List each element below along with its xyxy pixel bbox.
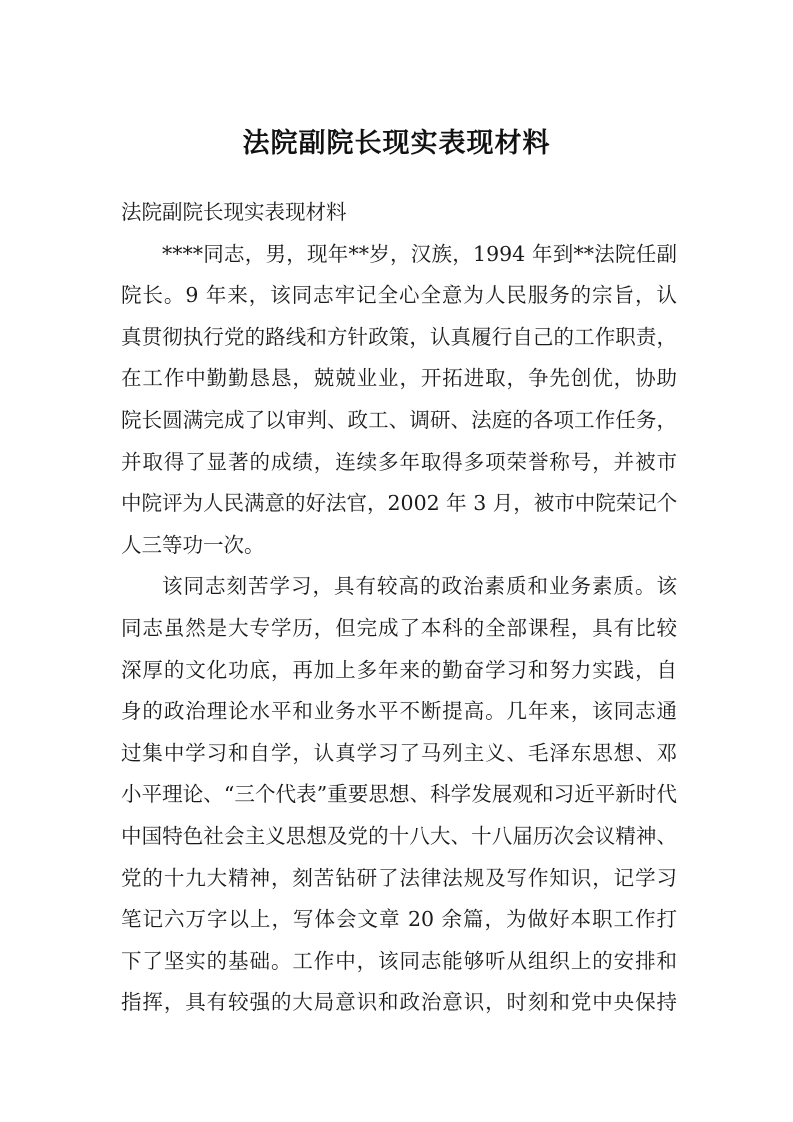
document-title: 法院副院长现实表现材料	[242, 128, 551, 159]
paragraph-line: 过集中学习和自学，认真学习了马列主义、毛泽东思想、邓	[121, 740, 677, 765]
paragraph-line: 笔记六万字以上，写体会文章 20 余篇，为做好本职工作打	[121, 907, 677, 932]
paragraph-line: 院长圆满完成了以审判、政工、调研、法庭的各项工作任务，	[121, 407, 677, 432]
paragraph-2	[121, 566, 677, 1024]
paragraph-line: 并取得了显著的成绩，连续多年取得多项荣誉称号，并被市	[121, 449, 677, 474]
document-body	[121, 192, 677, 1024]
document-subtitle: 法院副院长现实表现材料	[121, 200, 347, 224]
paragraph-line: 中院评为人民满意的好法官，2002 年 3 月，被市中院荣记个	[121, 491, 678, 516]
paragraph-line: 中国特色社会主义思想及党的十八大、十八届历次会议精神、	[121, 823, 677, 848]
paragraph-line: 指挥，具有较强的大局意识和政治意识，时刻和党中央保持	[121, 990, 677, 1015]
paragraph-line: 同志虽然是大专学历，但完成了本科的全部课程，具有比较	[121, 615, 677, 640]
paragraph-line: 党的十九大精神，刻苦钻研了法律法规及写作知识，记学习	[121, 865, 677, 890]
paragraph-line: 在工作中勤勤恳恳，兢兢业业，开拓进取，争先创优，协助	[121, 366, 677, 391]
paragraph-line: 深厚的文化功底，再加上多年来的勤奋学习和努力实践，自	[121, 657, 677, 682]
paragraph-line: 院长。9 年来，该同志牢记全心全意为人民服务的宗旨，认	[121, 283, 677, 308]
paragraph-line: 该同志刻苦学习，具有较高的政治素质和业务素质。该	[162, 574, 677, 599]
paragraph-line: 身的政治理论水平和业务水平不断提高。几年来，该同志通	[121, 699, 677, 724]
paragraph-line: 人三等功一次。	[121, 532, 265, 557]
paragraph-1	[121, 234, 677, 567]
paragraph-line: 小平理论、“三个代表”重要思想、科学发展观和习近平新时代	[121, 782, 677, 807]
paragraph-line: 下了坚实的基础。工作中，该同志能够听从组织上的安排和	[121, 948, 677, 973]
paragraph-line: 真贯彻执行党的路线和方针政策，认真履行自己的工作职责，	[121, 324, 677, 349]
paragraph-line: ****同志，男，现年**岁，汉族，1994 年到**法院任副	[162, 241, 677, 266]
